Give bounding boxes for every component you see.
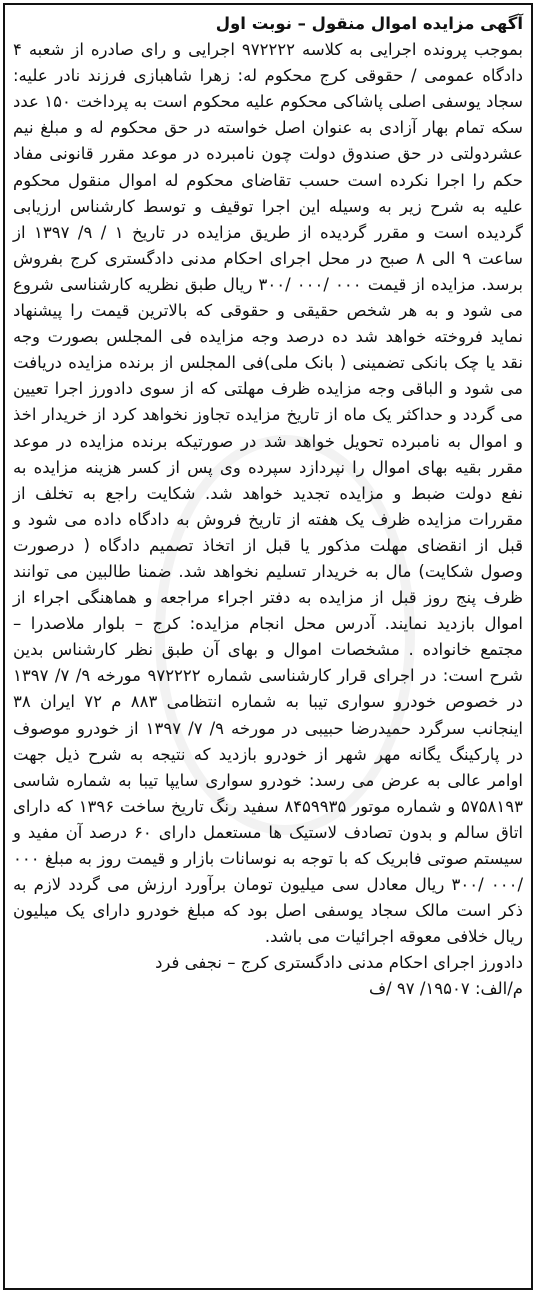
notice-signature: دادورز اجرای احکام مدنی دادگستری کرج – نجفی فرد [155,953,523,973]
notice-content [13,11,523,1003]
notice-reference-number: م/الف: ۱۹۵۰۷/ ۹۷ /ف [368,979,523,999]
notice-frame [3,3,533,1290]
notice-body: بموجب پرونده اجرایی به کلاسه ۹۷۲۲۲۲ اجرایی و رای صادره از شعبه ۴ دادگاه عمومی / حقوقی کرج محکوم له: زهرا شاهبازی فرزند نادر علیه: سجاد یوسفی اصلی پاشاکی محکوم علیه محکوم است به پرداخت ۱۵۰ عدد سکه تمام بهار آزادی به عنوان اصل خواسته در حق محکوم له و مبلغ نیم عشردولتی در حق صندوق دولت چون نامبرده در موعد مقرر قانونی مفاد حکم را اجرا نکرده است حسب تقاضای محکوم له اموال منقول محکوم علیه به شرح زیر به وسیله این اجرا توقیف و توسط کارشناس ارزیابی گردیده است و مقرر گردیده از طریق مزایده در تاریخ ۱ / ۹/ ۱۳۹۷ از ساعت ۹ الی ۸ صبح در محل اجرای احکام مدنی دادگستری کرج بفروش برسد. مزایده از قیمت ۰۰۰ /۰۰۰ /۳۰۰ ریال طبق نظریه کارشناسی شروع می شود و به هر شخص حقیقی و حقوقی که بالاترین قیمت را پیشنهاد نماید فروخته خواهد شد ده درصد وجه مزایده فی المجلس بصورت وجه نقد یا چک بانکی تضمینی ( بانک ملی)فی المجلس از برنده مزایده دریافت می شود و الباقی وجه مزایده ظرف مهلتی که از سوی دادورز اجرا تعیین می گردد و حداکثر یک ماه از تاریخ مزایده تجاوز نخواهد کرد از خریدار اخذ و اموال به نامبرده تحویل خواهد شد در صورتیکه برنده مزایده در موعد مقرر بقیه بهای اموال را نپردازد سپرده وی پس از کسر هزینه مزایده به نفع دولت ضبط و مزایده تجدید خواهد شد. شکایت راجع به تخلف از مقررات مزایده ظرف یک هفته از تاریخ فروش به دادگاه داده می شود و قبل از انقضای مهلت مذکور یا قبل از اتخاذ تصمیم دادگاه ( درصورت وصول شکایت) مال به خریدار تسلیم نخواهد شد. ضمنا طالبین می توانند ظرف پنج روز قبل از مزایده به دفتر اجراء مراجعه و هماهنگی اجراء از اموال بازدید نمایند. آدرس محل انجام مزایده: کرج – بلوار ملاصدرا – مجتمع خانواده . مشخصات اموال و بهای آن طبق نظر کارشناس بدین شرح است: در اجرای قرار کارشناسی شماره ۹۷۲۲۲۲ مورخه ۹/ ۷/ ۱۳۹۷ در خصوص خودرو سواری تیبا به شماره انتظامی ۸۸۳ م ۷۲ ایران ۳۸ اینجانب سرگرد حمیدرضا حبیبی در مورخه ۹/ ۷/ ۱۳۹۷ از خودرو موصوف در پارکینگ یگانه مهر شهر از خودرو بازدید که نتیجه به شرح ذیل جهت اوامر عالی به عرض می رسد: خودرو سواری سایپا تیبا به شماره شاسی ۵۷۵۸۱۹۳ و شماره موتور ۸۴۵۹۹۳۵ سفید رنگ تاریخ ساخت ۱۳۹۶ که دارای اتاق سالم و بدون تصادف لاستیک ها مستعمل دارای ۶۰ درصد آن مفید و سیستم صوتی فابریک که با توجه به نوسانات بازار و قیمت روز به مبلغ ۰۰۰ /۰۰۰ /۳۰۰ ریال معادل سی میلیون تومان برآورد ارزش می گردد لازم به ذکر است مالک سجاد یوسفی اصل بود که مبلغ خودرو دارای یک میلیون ریال خلافی معوقه اجرائیات می باشد. [13,40,524,947]
notice-title: آگهی مزایده اموال منقول – نوبت اول [215,14,523,33]
